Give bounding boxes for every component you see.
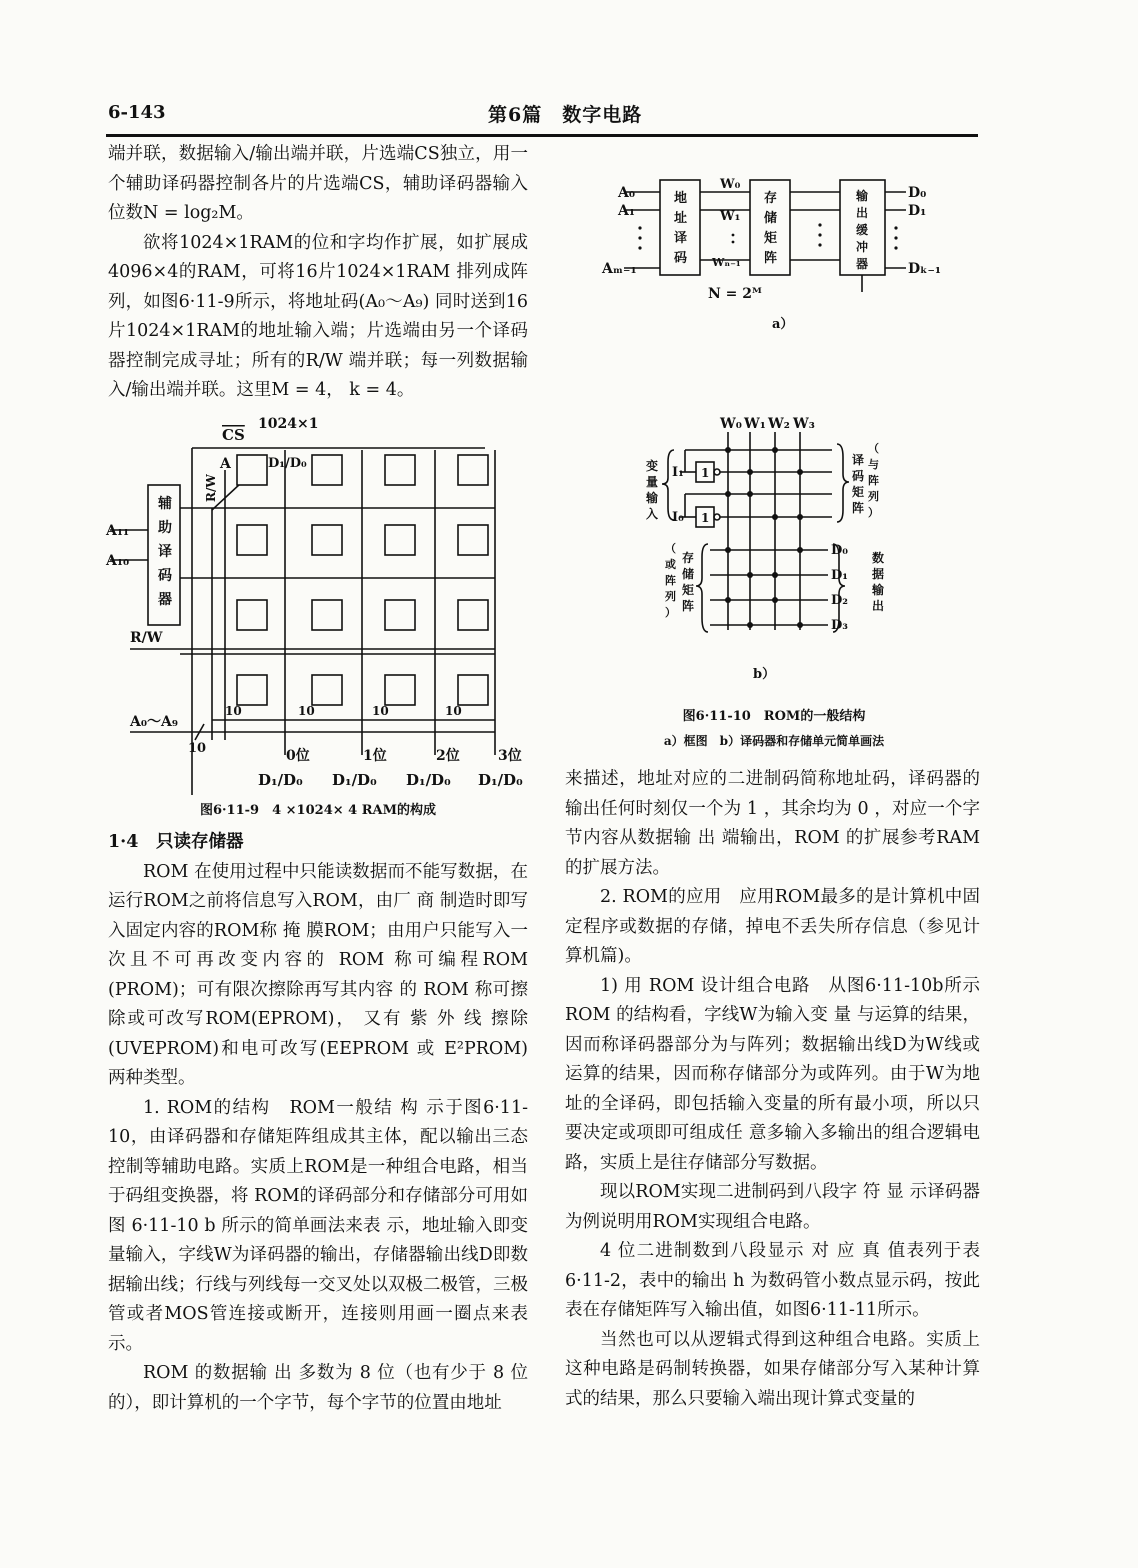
matrix-char-3: 矩 bbox=[764, 231, 778, 246]
decoder-char-2: 助 bbox=[158, 520, 172, 536]
figure-10-caption: 图6·11-10 ROM的一般结构 bbox=[682, 709, 866, 724]
sublabel-a: a） bbox=[772, 317, 794, 332]
figure-ram-array bbox=[100, 410, 540, 795]
inverter-gate-0: 1 bbox=[701, 511, 710, 525]
data-output-char-1: 数 bbox=[872, 551, 885, 565]
output-d1: D₁ bbox=[831, 568, 848, 583]
decoder-char-3: 译 bbox=[674, 231, 688, 246]
decoder-char-1: 地 bbox=[674, 191, 688, 206]
var-input-char-1: 变 bbox=[646, 459, 659, 473]
decoder-char-5: 器 bbox=[158, 592, 172, 608]
page-number: 6-143 bbox=[108, 102, 166, 123]
paragraph-right-2: 2. ROM的应用 应用ROM最多的是计算机中固定程序或数据的存储，掉电不丢失所存信息（参见计算机篇)。 bbox=[565, 887, 980, 966]
label-a10: A₁₀ bbox=[106, 553, 130, 569]
decoder-matrix-char-2: 码 bbox=[852, 469, 865, 483]
and-array-char-5: ） bbox=[868, 506, 879, 519]
and-array-char-4: 列 bbox=[868, 490, 879, 503]
output-d1: D₁ bbox=[908, 203, 927, 219]
buffer-char-1: 输 bbox=[856, 189, 869, 203]
or-array-char-5: ） bbox=[665, 606, 676, 619]
label-bus-width-col2: 10 bbox=[372, 704, 389, 718]
sublabel-b: b） bbox=[753, 667, 776, 682]
right-column-text bbox=[565, 765, 980, 1414]
storage-matrix-char-1: 存 bbox=[682, 551, 695, 565]
decoder-matrix-char-3: 矩 bbox=[852, 485, 865, 499]
label-a: A bbox=[220, 456, 231, 472]
word-line-w1: W₁ bbox=[720, 209, 741, 224]
word-line-w1: W₁ bbox=[744, 416, 766, 432]
input-a0: A₀ bbox=[618, 185, 635, 201]
paragraph-right-1: 来描述，地址对应的二进制码简称地址码，译码器的输出任何时刻仅一个为 1 ，其余均为 0 ，对应一个字节内容从数据输 出 端输出，ROM 的扩展参考RAM的扩展方法。 bbox=[565, 769, 980, 878]
decoder-char-4: 码 bbox=[674, 251, 688, 266]
label-bus-width: 10 bbox=[188, 741, 207, 756]
input-am-1: Aₘ₋₁ bbox=[602, 261, 637, 277]
paragraph-intro-1: 端并联，数据输入/输出端并联，片选端CS独立，用一个辅助译码器控制各片的片选端CS，辅助译码器输入位数N = log₂M。 bbox=[108, 144, 528, 223]
inverter-gate-1: 1 bbox=[701, 466, 710, 480]
buffer-char-3: 缓 bbox=[856, 223, 869, 237]
chapter-title: 第6篇 数字电路 bbox=[488, 104, 643, 126]
section-heading: 1·4 只读存储器 bbox=[108, 832, 244, 852]
data-output-char-4: 出 bbox=[872, 599, 885, 613]
bit-label-1: 1位 bbox=[363, 748, 387, 764]
paragraph-rom-3: ROM 的数据输 出 多数为 8 位（也有少于 8 位的），即计算机的一个字节，每个字节的位置由地址 bbox=[108, 1363, 528, 1413]
word-line-w2: W₂ bbox=[768, 416, 790, 432]
buffer-char-4: 冲 bbox=[856, 240, 869, 254]
figure-rom-block-diagram bbox=[600, 170, 980, 340]
equation-n: N = 2ᴹ bbox=[708, 286, 762, 302]
and-array-char-1: （ bbox=[868, 442, 879, 455]
var-input-char-4: 入 bbox=[646, 507, 659, 521]
figure-9-caption: 图6·11-9 4 ×1024× 4 RAM的构成 bbox=[199, 803, 437, 818]
label-chip: 1024×1 bbox=[258, 416, 319, 432]
label-address-bus: A₀～A₉ bbox=[130, 714, 178, 730]
input-i1: I₁ bbox=[672, 465, 684, 480]
or-array-char-3: 阵 bbox=[665, 574, 676, 587]
data-io-label-0: D₁/D₀ bbox=[258, 771, 303, 789]
paragraph-right-3: 1) 用 ROM 设计组合电路 从图6·11-10b所示ROM 的结构看，字线W为输入变 量 与运算的结果，因而称译码器部分为与阵列；数据输出线D为W线或运算的结果，因而称存储部分为或阵列。由于W为地址的全译码，即包括输入变量的所有最小项，所以只要决定或项即可组成任 意多输入多输出的组合逻辑电路，实质上是往存储部分写数据。 bbox=[565, 975, 980, 1173]
storage-matrix-char-3: 矩 bbox=[682, 583, 695, 597]
left-column-rom bbox=[108, 828, 528, 1418]
storage-matrix-char-2: 储 bbox=[682, 567, 695, 581]
word-line-w0: W₀ bbox=[720, 177, 741, 192]
left-column-intro bbox=[108, 140, 528, 406]
input-a1: A₁ bbox=[618, 203, 635, 219]
page-header bbox=[108, 100, 978, 130]
matrix-char-2: 储 bbox=[764, 211, 778, 226]
or-array-char-4: 列 bbox=[665, 590, 676, 603]
input-i0: I₀ bbox=[672, 510, 684, 525]
word-line-w3: W₃ bbox=[793, 416, 815, 432]
bit-label-0: 0位 bbox=[286, 748, 310, 764]
or-array-char-2: 或 bbox=[665, 558, 676, 571]
or-array-char-1: （ bbox=[665, 542, 676, 555]
label-cs: CS bbox=[222, 426, 245, 444]
figure-rom-simple-drawing bbox=[610, 412, 910, 687]
buffer-char-5: 器 bbox=[856, 257, 869, 271]
buffer-char-2: 出 bbox=[856, 206, 869, 220]
paragraph-right-4: 现以ROM实现二进制码到八段字 符 显 示译码器为例说明用ROM实现组合电路。 bbox=[565, 1182, 980, 1232]
decoder-char-4: 码 bbox=[158, 568, 172, 584]
label-bus-width-col0: 10 bbox=[225, 704, 242, 718]
data-io-label-2: D₁/D₀ bbox=[406, 771, 451, 789]
data-output-char-3: 输 bbox=[872, 583, 885, 597]
and-array-char-2: 与 bbox=[868, 458, 879, 471]
label-bus-width-col1: 10 bbox=[298, 704, 315, 718]
bit-label-2: 2位 bbox=[436, 748, 460, 764]
decoder-char-2: 址 bbox=[674, 211, 688, 226]
header-rule bbox=[106, 134, 978, 137]
word-line-w0: W₀ bbox=[720, 416, 742, 432]
label-a11: A₁₁ bbox=[106, 523, 130, 539]
label-rw: R/W bbox=[130, 630, 163, 646]
decoder-char-1: 辅 bbox=[158, 496, 172, 512]
matrix-char-4: 阵 bbox=[764, 251, 778, 266]
storage-matrix-char-4: 阵 bbox=[682, 599, 695, 613]
decoder-matrix-char-1: 译 bbox=[852, 453, 865, 467]
matrix-char-1: 存 bbox=[764, 191, 778, 206]
var-input-char-2: 量 bbox=[646, 475, 659, 489]
decoder-char-3: 译 bbox=[158, 544, 172, 560]
var-input-char-3: 输 bbox=[646, 491, 659, 505]
output-d0: D₀ bbox=[908, 185, 927, 201]
label-bus-width-col3: 10 bbox=[445, 704, 462, 718]
figure-10-subcaption: a）框图 b）译码器和存储单元简单画法 bbox=[663, 734, 885, 748]
paragraph-intro-2: 欲将1024×1RAM的位和字均作扩展，如扩展成4096×4的RAM，可将16片1024×1RAM 排列成阵列，如图6·11-9所示，将地址码(A₀～A₉) 同时送到16片1024×1RAM的地址输入端；片选端由另一个译码器控制完成寻址；所有的R/W 端并联；每一列数据输入/输出端并联。这里M = 4， k = 4。 bbox=[108, 232, 528, 400]
paragraph-rom-1: ROM 在使用过程中只能读数据而不能写数据，在运行ROM之前将信息写入ROM，由厂 商 制造时即写入固定内容的ROM称 掩 膜ROM；由用户只能写入一次且不可再改变内容的 ROM 称可编程ROM (PROM)；可有限次擦除再写其内容 的 ROM 称可擦除或可改写ROM(EPROM)， 又有 紫 外 线 擦除 (UVEPROM)和电可改写(EEPROM 或 E²PROM) 两种类型。 bbox=[108, 861, 528, 1088]
data-io-label-3: D₁/D₀ bbox=[478, 771, 523, 789]
paragraph-right-5: 4 位二进制数到八段显示 对 应 真 值表列于表6·11-2，表中的输出 h 为数码管小数点显示码，按此表在存储矩阵写入输出值，如图6·11-11所示。 bbox=[565, 1241, 980, 1320]
word-line-wn-1: Wₙ₋₁ bbox=[712, 256, 741, 269]
label-di-do: D₁/D₀ bbox=[268, 456, 307, 471]
output-d3: D₃ bbox=[831, 618, 848, 633]
output-d0: D₀ bbox=[831, 543, 848, 558]
paragraph-right-6: 当然也可以从逻辑式得到这种组合电路。实质上这种电路是码制转换器，如果存储部分写入某种计算式的结果，那么只要输入端出现计算式变量的 bbox=[565, 1329, 980, 1409]
paragraph-rom-2: 1. ROM的结构 ROM一般结 构 示于图6·11-10，由译码器和存储矩阵组成其主体，配以输出三态控制等辅助电路。实质上ROM是一种组合电路，相当于码组变换器，将 ROM的译码部分和存储部分可用如图 6·11-10 b 所示的简单画法来表 示，地址输入即变量输入，字线W为译码器的输出，存储器输出线D即数据输出线；行线与列线每一交叉处以双极二极管，三极管或者MOS管连接或断开，连接则用画一圈点来表示。 bbox=[108, 1097, 528, 1354]
and-array-char-3: 阵 bbox=[868, 474, 879, 487]
output-dk-1: Dₖ₋₁ bbox=[908, 261, 941, 277]
output-d2: D₂ bbox=[831, 593, 848, 608]
data-output-char-2: 据 bbox=[872, 567, 885, 581]
decoder-matrix-char-4: 阵 bbox=[852, 501, 865, 515]
label-rw-vertical: R/W bbox=[204, 474, 218, 502]
bit-label-3: 3位 bbox=[498, 748, 522, 764]
data-io-label-1: D₁/D₀ bbox=[332, 771, 377, 789]
